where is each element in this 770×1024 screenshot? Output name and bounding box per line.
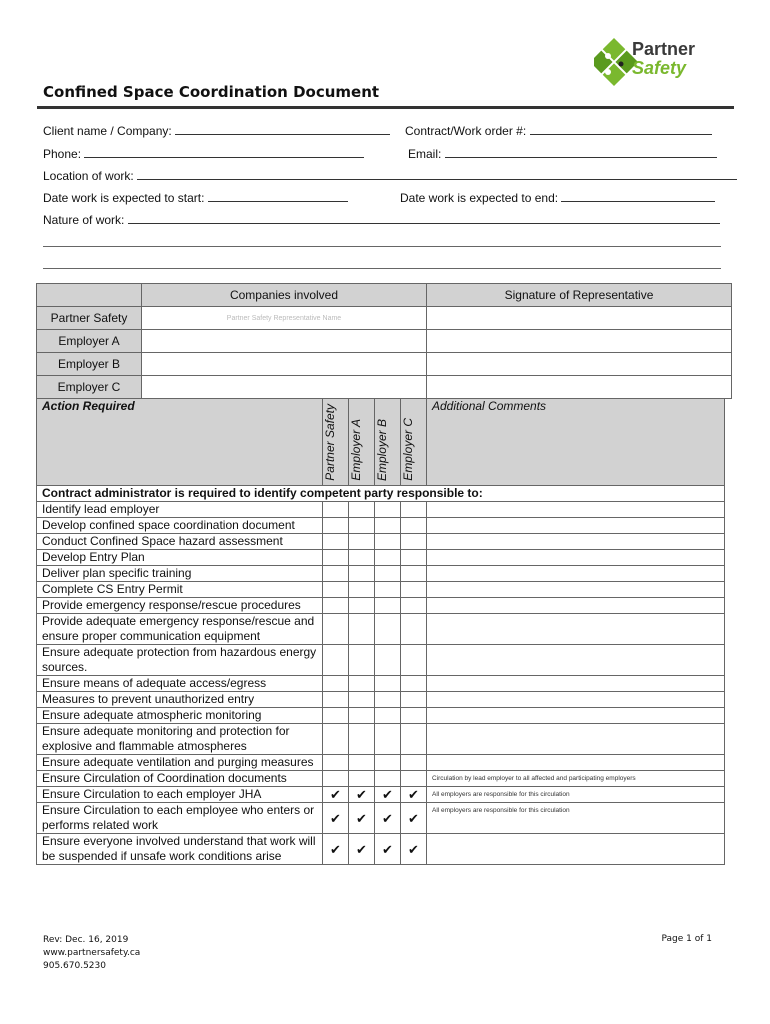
check-cell[interactable] [375,755,401,771]
check-cell[interactable]: ✔ [375,803,401,834]
action-text: Identify lead employer [37,502,323,518]
check-cell[interactable]: ✔ [375,834,401,865]
representative-name-input[interactable] [142,330,427,353]
check-cell[interactable] [401,598,427,614]
check-cell[interactable] [349,614,375,645]
check-cell[interactable]: ✔ [323,834,349,865]
check-cell[interactable] [349,692,375,708]
column-header: Partner Safety [323,404,337,481]
signature-input[interactable] [427,376,732,399]
check-cell[interactable] [323,582,349,598]
action-text: Ensure adequate monitoring and protection for explosive and flammable atmospheres [37,724,323,755]
action-text: Ensure means of adequate access/egress [37,676,323,692]
table-row [37,550,725,566]
action-text: Deliver plan specific training [37,566,323,582]
comment-cell[interactable]: Circulation by lead employer to all affected and participating employers [427,771,725,787]
check-cell[interactable] [323,692,349,708]
table-row [37,582,725,598]
table-row [37,534,725,550]
check-cell[interactable] [349,645,375,676]
company-name: Employer B [37,353,142,376]
check-cell[interactable] [349,708,375,724]
check-cell[interactable] [401,724,427,755]
phone-label: Phone: [43,147,82,161]
check-cell[interactable] [375,582,401,598]
actions-table [36,398,725,865]
signature-header: Signature of Representative [427,284,732,307]
check-cell[interactable] [401,771,427,787]
action-text: Ensure adequate ventilation and purging measures [37,755,323,771]
representative-name-input[interactable] [142,353,427,376]
comment-cell[interactable]: All employers are responsible for this circulation [427,803,725,834]
check-cell[interactable] [323,724,349,755]
email-field[interactable] [408,145,717,161]
start-date-field[interactable] [43,189,348,205]
check-cell[interactable] [349,598,375,614]
action-required-header: Action Required [37,399,323,486]
action-text: Ensure adequate protection from hazardous energy sources. [37,645,323,676]
check-cell[interactable] [401,692,427,708]
comment-cell[interactable]: All employers are responsible for this circulation [427,787,725,803]
comment-cell[interactable] [427,692,725,708]
email-label: Email: [408,147,442,161]
signature-input[interactable] [427,307,732,330]
check-cell[interactable] [323,566,349,582]
action-text: Conduct Confined Space hazard assessment [37,534,323,550]
end-date-field[interactable] [400,189,715,205]
check-cell[interactable] [375,566,401,582]
signature-input[interactable] [427,353,732,376]
check-cell[interactable] [401,614,427,645]
check-cell[interactable] [349,502,375,518]
check-cell[interactable] [349,566,375,582]
check-cell[interactable] [401,518,427,534]
action-text: Ensure everyone involved understand that work will be suspended if unsafe work conditions arise [37,834,323,865]
action-text: Provide emergency response/rescue procedures [37,598,323,614]
table-row [37,803,725,834]
check-cell[interactable] [323,645,349,676]
check-cell[interactable] [401,534,427,550]
client-field[interactable] [43,122,390,138]
check-cell[interactable]: ✔ [401,787,427,803]
nature-blank-line-1[interactable] [43,246,721,247]
check-cell[interactable] [349,676,375,692]
check-cell[interactable] [323,755,349,771]
table-row [37,676,725,692]
comment-cell[interactable] [427,724,725,755]
client-label: Client name / Company: [43,124,172,138]
footer [43,934,140,973]
revision-date: Rev: Dec. 16, 2019 [43,935,129,945]
check-cell[interactable]: ✔ [401,803,427,834]
table-row [37,614,725,645]
action-text: Ensure Circulation to each employee who enters or performs related work [37,803,323,834]
check-cell[interactable] [401,582,427,598]
column-header: Employer A [349,419,363,481]
action-text: Ensure adequate atmospheric monitoring [37,708,323,724]
check-cell[interactable] [323,518,349,534]
comment-cell[interactable] [427,566,725,582]
phone-number: 905.670.5230 [43,961,106,971]
check-cell[interactable] [375,502,401,518]
check-cell[interactable] [375,534,401,550]
signature-input[interactable] [427,330,732,353]
check-cell[interactable] [349,582,375,598]
column-header: Employer B [375,418,389,481]
nature-blank-line-2[interactable] [43,268,721,269]
check-cell[interactable]: ✔ [349,803,375,834]
check-cell[interactable] [401,755,427,771]
page-title: Confined Space Coordination Document [43,83,380,101]
nature-label: Nature of work: [43,213,125,227]
title-rule [37,106,734,109]
contract-field[interactable] [405,122,712,138]
check-cell[interactable] [375,708,401,724]
check-cell[interactable] [375,518,401,534]
companies-table [36,283,732,399]
check-cell[interactable] [375,771,401,787]
check-cell[interactable] [349,771,375,787]
company-name: Employer C [37,376,142,399]
check-cell[interactable] [375,598,401,614]
action-text: Complete CS Entry Permit [37,582,323,598]
comment-cell[interactable] [427,614,725,645]
additional-comments-header: Additional Comments [427,399,725,486]
check-cell[interactable] [401,566,427,582]
table-row [37,598,725,614]
check-cell[interactable] [323,676,349,692]
action-text: Provide adequate emergency response/rescue and ensure proper communication equipment [37,614,323,645]
check-cell[interactable] [323,614,349,645]
nature-field[interactable] [43,211,720,227]
action-text: Develop Entry Plan [37,550,323,566]
check-cell[interactable]: ✔ [323,787,349,803]
check-cell[interactable] [323,502,349,518]
table-row [37,692,725,708]
table-row [37,755,725,771]
check-cell[interactable] [401,550,427,566]
comment-cell[interactable] [427,755,725,771]
phone-field[interactable] [43,145,364,161]
contract-label: Contract/Work order #: [405,124,527,138]
check-cell[interactable] [323,771,349,787]
action-text: Ensure Circulation to each employer JHA [37,787,323,803]
check-cell[interactable] [323,598,349,614]
check-cell[interactable]: ✔ [401,834,427,865]
comment-cell[interactable] [427,518,725,534]
representative-name-input[interactable]: Partner Safety Representative Name [142,307,427,330]
companies-header: Companies involved [142,284,427,307]
location-label: Location of work: [43,169,134,183]
check-cell[interactable]: ✔ [323,803,349,834]
comment-cell[interactable] [427,834,725,865]
check-cell[interactable] [401,645,427,676]
comment-cell[interactable] [427,502,725,518]
comment-cell[interactable] [427,708,725,724]
table-row [37,518,725,534]
check-cell[interactable] [323,534,349,550]
check-cell[interactable] [375,692,401,708]
table-row [37,724,725,755]
table-row [37,645,725,676]
check-cell[interactable] [375,676,401,692]
website-link[interactable]: www.partnersafety.ca [43,948,141,958]
check-cell[interactable] [375,614,401,645]
table-row [37,502,725,518]
table-row [37,787,725,803]
table-row [37,771,725,787]
check-cell[interactable] [323,708,349,724]
comment-cell[interactable] [427,676,725,692]
page-number: Page 1 of 1 [661,934,712,944]
comment-cell[interactable] [427,582,725,598]
table-row [37,566,725,582]
check-cell[interactable] [375,550,401,566]
check-cell[interactable] [349,550,375,566]
table-row [37,834,725,865]
company-name: Partner Safety [37,307,142,330]
comment-cell[interactable] [427,598,725,614]
action-text: Develop confined space coordination document [37,518,323,534]
check-cell[interactable] [349,534,375,550]
check-cell[interactable] [349,518,375,534]
section-heading: Contract administrator is required to identify competent party responsible to: [37,486,725,502]
check-cell[interactable] [401,708,427,724]
check-cell[interactable] [401,676,427,692]
comment-cell[interactable] [427,645,725,676]
end-date-label: Date work is expected to end: [400,191,559,205]
representative-name-input[interactable] [142,376,427,399]
check-cell[interactable]: ✔ [375,787,401,803]
logo-text [632,40,695,78]
table-row [37,708,725,724]
action-text: Ensure Circulation of Coordination documents [37,771,323,787]
check-cell[interactable]: ✔ [349,834,375,865]
action-text: Measures to prevent unauthorized entry [37,692,323,708]
check-cell[interactable] [375,645,401,676]
brand-name-line2: Safety [632,58,687,78]
location-field[interactable] [43,167,737,183]
check-cell[interactable] [375,724,401,755]
check-cell[interactable] [401,502,427,518]
company-name: Employer A [37,330,142,353]
check-cell[interactable]: ✔ [349,787,375,803]
comment-cell[interactable] [427,534,725,550]
check-cell[interactable] [349,755,375,771]
check-cell[interactable] [349,724,375,755]
check-cell[interactable] [323,550,349,566]
comment-cell[interactable] [427,550,725,566]
brand-name-line1: Partner [632,39,696,59]
column-header: Employer C [401,418,415,481]
start-date-label: Date work is expected to start: [43,191,205,205]
